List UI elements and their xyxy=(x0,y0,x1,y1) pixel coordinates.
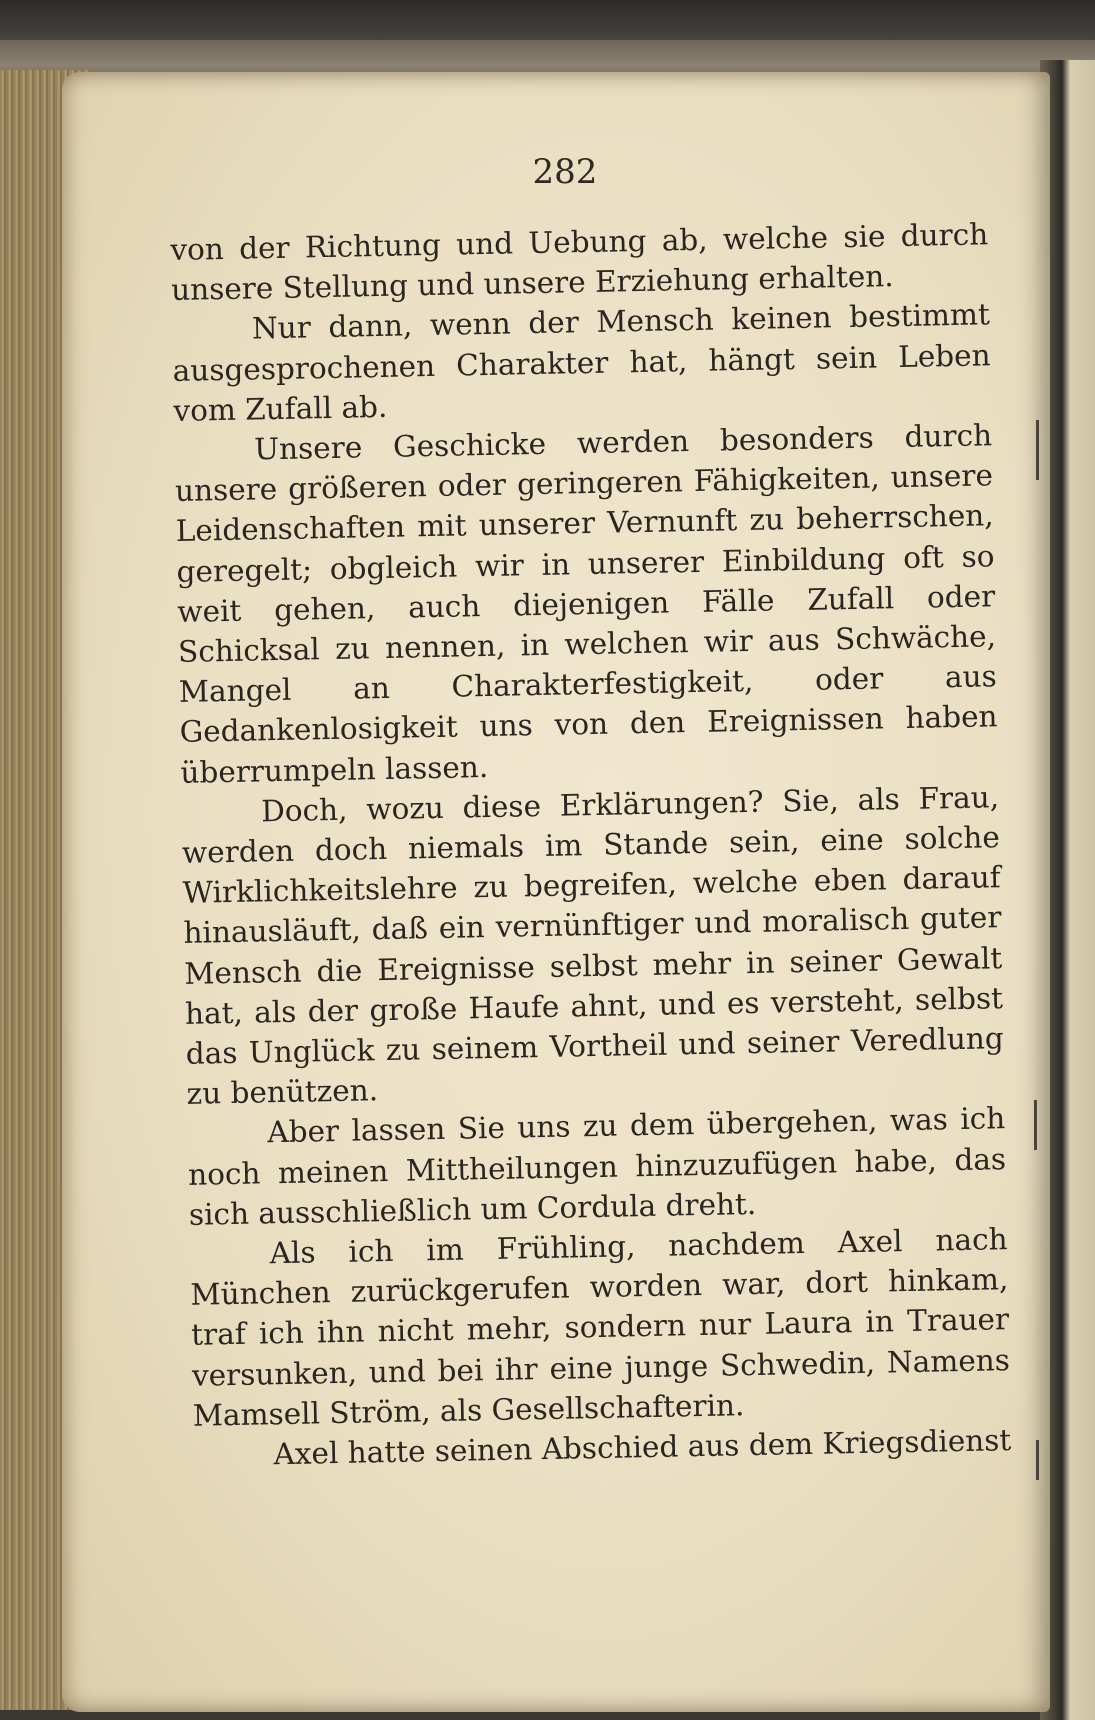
paragraph-1: von der Richtung und Uebung ab, welche sie durch unsere Stellung und unsere Erziehung erhalten. xyxy=(170,217,989,308)
paragraph-7: Axel hatte seinen Abschied aus dem Kriegsdienst xyxy=(273,1423,1012,1472)
page-number: 282 xyxy=(532,152,598,192)
paragraph-4: Doch, wozu diese Erklärungen? Sie, als Frau, werden doch niemals im Stande sein, eine solche Wirklichkeitslehre zu begreifen, welche eben darauf hinausläuft, daß ein vernünftiger und moralisch guter Mensch die Ereignisse selbst mehr in seiner Gewalt hat, als der große Haufe ahnt, und es versteht, selbst das Unglück zu seinem Vortheil und seiner Veredlung zu benützen. xyxy=(181,780,1004,1112)
body-text xyxy=(170,214,1012,1476)
gutter-mark xyxy=(1034,1100,1037,1150)
paragraph-3: Unsere Geschicke werden besonders durch unsere größeren oder geringeren Fähigkeiten, unsere Leidenschaften mit unserer Vernunft zu beherrschen, geregelt; obgleich wir in unserer Einbildung oft so weit gehen, auch diejenigen Fälle Zufall oder Schicksal zu nennen, in welchen wir aus Schwäche, Mangel an Charakterfestigkeit, oder aus Gedankenlosigkeit uns von den Ereignissen haben überrumpeln lassen. xyxy=(174,418,998,790)
paragraph-2: Nur dann, wenn der Mensch keinen bestimmt ausgesprochenen Charakter hat, hängt sein Leben vom Zufall ab. xyxy=(172,297,991,428)
gutter-mark xyxy=(1036,1440,1039,1480)
gutter-mark xyxy=(1036,420,1039,480)
paragraph-6: Als ich im Frühling, nachdem Axel nach München zurückgerufen worden war, dort hinkam, traf ich ihn nicht mehr, sondern nur Laura in Trauer versunken, und bei ihr eine junge Schwedin, Namens Mamsell Ström, als Gesellschafterin. xyxy=(190,1222,1011,1433)
paragraph-5: Aber lassen Sie uns zu dem übergehen, was ich noch meinen Mittheilungen hinzuzufügen habe, das sich ausschließlich um Cordula dreht. xyxy=(187,1101,1007,1232)
